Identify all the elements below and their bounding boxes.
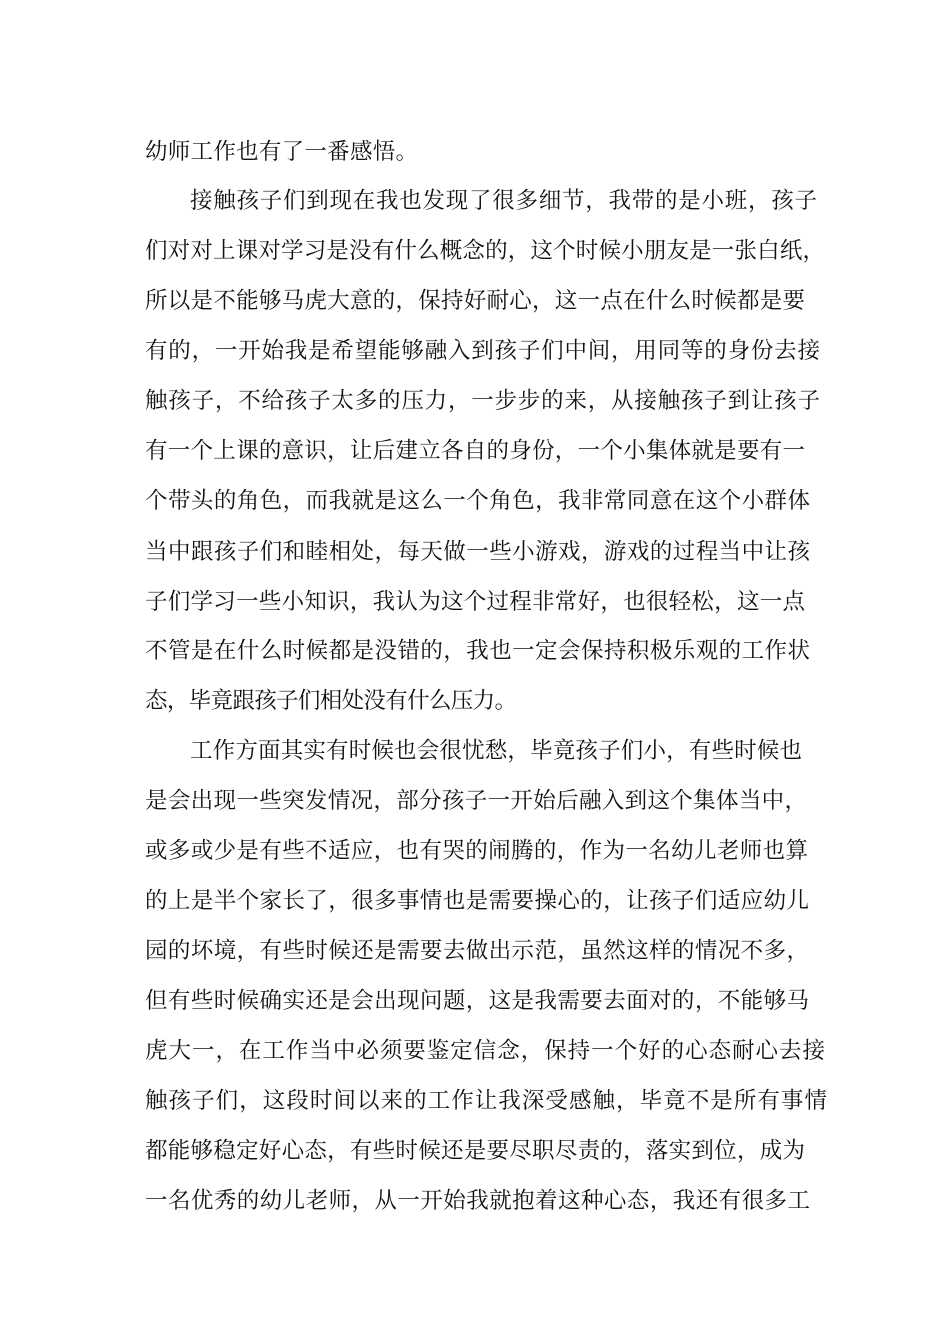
text-line-2: 接触孩子们到现在我也发现了很多细节，我带的是小班，孩子	[190, 188, 818, 214]
text-line-13: 工作方面其实有时候也会很忧愁，毕竟孩子们小，有些时候也	[190, 738, 803, 764]
text-line-6: 触孩子，不给孩子太多的压力，一步步的来，从接触孩子到让孩子	[145, 388, 821, 414]
text-line-12: 态，毕竟跟孩子们相处没有什么压力。	[145, 688, 517, 714]
text-line-22: 一名优秀的幼儿老师，从一开始我就抱着这种心态，我还有很多工	[145, 1188, 811, 1214]
text-line-8: 个带头的角色，而我就是这么一个角色，我非常同意在这个小群体	[145, 488, 811, 514]
text-line-20: 触孩子们，这段时间以来的工作让我深受感触，毕竟不是所有事情	[145, 1088, 829, 1114]
text-line-7: 有一个上课的意识，让后建立各自的身份，一个小集体就是要有一	[145, 438, 806, 464]
text-line-15: 或多或少是有些不适应，也有哭的闹腾的，作为一名幼儿老师也算	[145, 838, 809, 864]
text-line-11: 不管是在什么时候都是没错的，我也一定会保持积极乐观的工作状	[145, 638, 811, 664]
text-line-10: 子们学习一些小知识，我认为这个过程非常好，也很轻松，这一点	[145, 589, 806, 615]
text-line-17: 园的坏境，有些时候还是需要去做出示范，虽然这样的情况不多，	[145, 938, 810, 964]
text-line-3: 们对对上课对学习是没有什么概念的，这个时候小朋友是一张白纸，	[145, 238, 826, 264]
text-line-16: 的上是半个家长了，很多事情也是需要操心的，让孩子们适应幼儿	[145, 888, 810, 914]
text-line-19: 虎大一，在工作当中必须要鉴定信念，保持一个好的心态耐心去接	[145, 1038, 826, 1064]
text-line-5: 有的，一开始我是希望能够融入到孩子们中间，用同等的身份去接	[145, 338, 821, 364]
text-line-9: 当中跟孩子们和睦相处，每天做一些小游戏，游戏的过程当中让孩	[145, 539, 811, 565]
text-line-4: 所以是不能够马虎大意的，保持好耐心，这一点在什么时候都是要	[145, 288, 806, 314]
text-line-14: 是会出现一些突发情况，部分孩子一开始后融入到这个集体当中，	[145, 788, 808, 814]
text-line-21: 都能够稳定好心态，有些时候还是要尽职尽责的，落实到位，成为	[145, 1138, 806, 1164]
text-line-1: 幼师工作也有了一番感悟。	[145, 139, 419, 165]
text-line-18: 但有些时候确实还是会出现问题，这是我需要去面对的，不能够马	[145, 988, 810, 1014]
